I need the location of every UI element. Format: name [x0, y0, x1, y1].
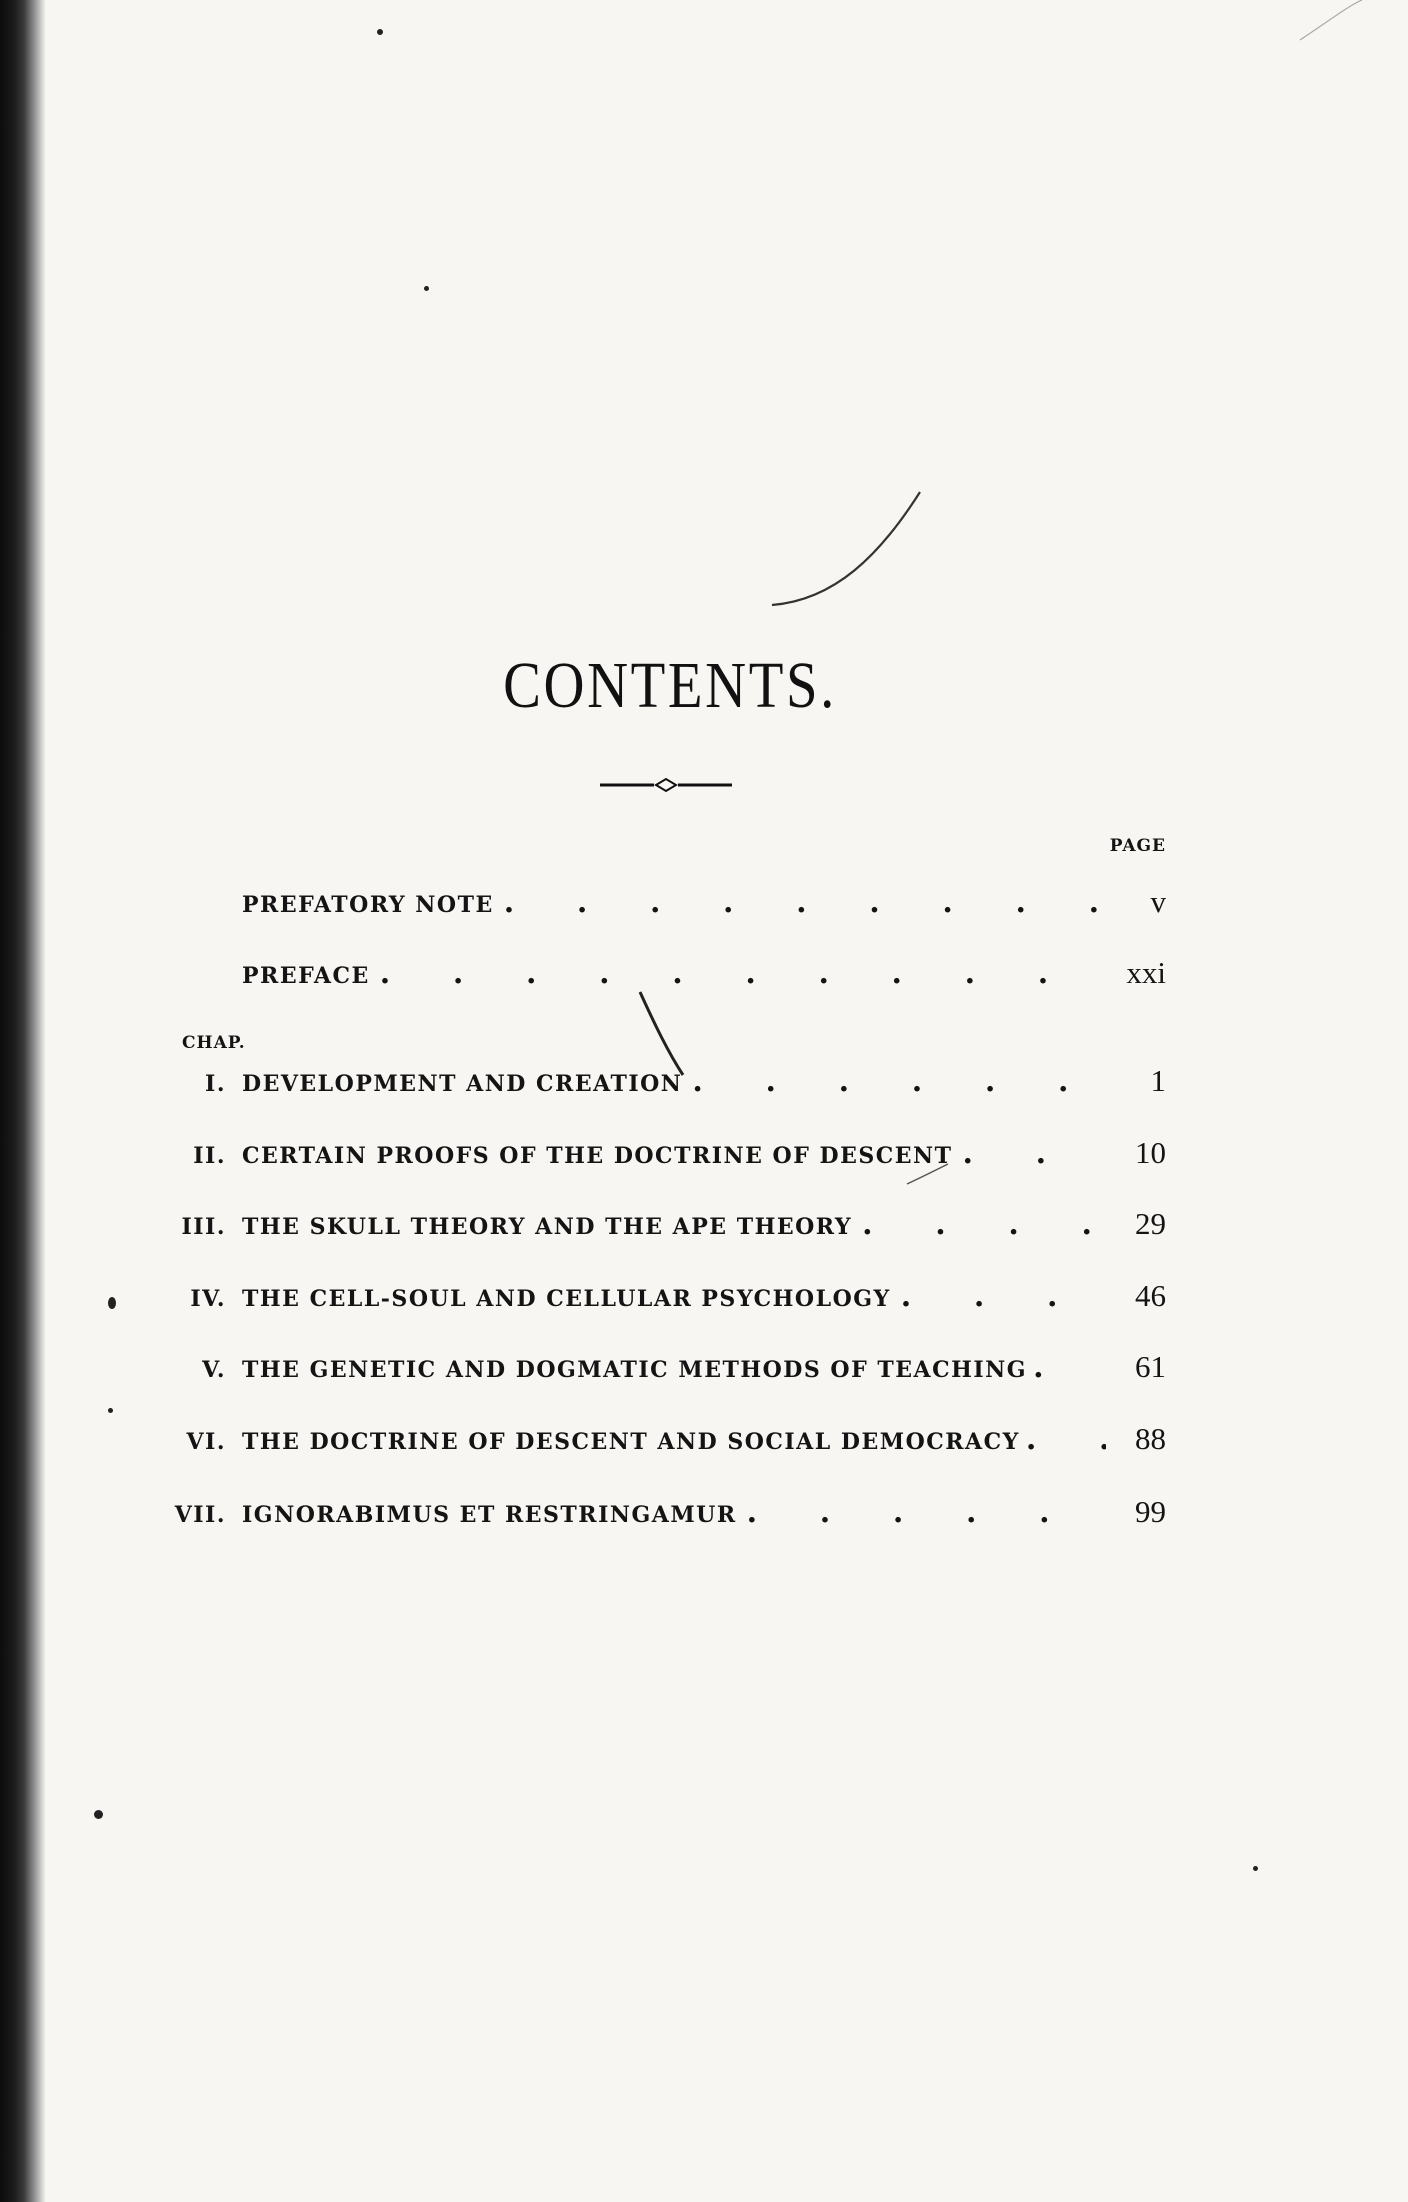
toc-entry-preface: [160, 955, 1166, 995]
toc-entry-page: 46: [1135, 1278, 1166, 1313]
toc-entry-label: THE GENETIC AND DOGMATIC METHODS OF TEACHING: [242, 1357, 1028, 1383]
ink-speck: [94, 1810, 103, 1819]
toc-entry-chapter-6: [160, 1421, 1166, 1461]
ink-speck: [377, 29, 383, 35]
toc-entry-chapter-2: [160, 1135, 1166, 1175]
ink-speck: [108, 1297, 116, 1309]
dot-leader: [852, 1214, 1106, 1240]
toc-entry-number: VI.: [186, 1429, 226, 1455]
dot-leader: [891, 1286, 1106, 1312]
ink-speck: [108, 1408, 113, 1413]
dot-leader: [1027, 1357, 1106, 1383]
toc-entry-page: 88: [1135, 1421, 1166, 1456]
toc-entry-label: THE CELL-SOUL AND CELLULAR PSYCHOLOGY: [242, 1286, 891, 1312]
toc-entry-number: I.: [205, 1071, 226, 1097]
toc-entry-label: PREFATORY NOTE: [242, 892, 494, 918]
toc-entry-label: THE SKULL THEORY AND THE APE THEORY: [242, 1214, 853, 1240]
toc-entry-chapter-7: [160, 1494, 1166, 1534]
toc-entry-page: v: [1150, 884, 1166, 919]
toc-entry-page: 1: [1150, 1063, 1166, 1098]
toc-entry-chapter-1: [160, 1063, 1166, 1103]
ink-speck: [424, 286, 429, 291]
dot-leader: [953, 1143, 1107, 1169]
chapter-column-heading: CHAP.: [182, 1033, 246, 1053]
toc-entry-number: II.: [193, 1143, 226, 1169]
toc-entry-label: IGNORABIMUS ET RESTRINGAMUR: [242, 1502, 737, 1528]
page-title: CONTENTS.: [503, 649, 837, 722]
toc-entry-label: DEVELOPMENT AND CREATION: [242, 1071, 683, 1097]
dot-leader: [494, 892, 1106, 918]
ink-speck: [1253, 1866, 1258, 1871]
title-ornament-rule: [598, 774, 734, 796]
toc-entry-number: V.: [202, 1357, 226, 1383]
page-column-heading: PAGE: [1109, 836, 1166, 856]
toc-entry-page: 29: [1135, 1206, 1166, 1241]
toc-entry-number: IV.: [190, 1286, 226, 1312]
toc-entry-page: 10: [1135, 1135, 1166, 1170]
toc-entry-number: VII.: [174, 1502, 226, 1528]
dot-leader: [1020, 1429, 1106, 1455]
dot-leader: [737, 1502, 1106, 1528]
book-spine-shadow: [0, 0, 46, 2202]
toc-entry-label: CERTAIN PROOFS OF THE DOCTRINE OF DESCENT: [242, 1143, 953, 1169]
toc-entry-number: III.: [181, 1214, 226, 1240]
toc-entry-label: THE DOCTRINE OF DESCENT AND SOCIAL DEMOCRACY: [242, 1429, 1020, 1455]
toc-entry-chapter-3: [160, 1206, 1166, 1246]
toc-entry-page: 61: [1135, 1349, 1166, 1384]
toc-entry-label: PREFACE: [242, 963, 370, 989]
dot-leader: [370, 963, 1106, 989]
toc-entry-chapter-5: [160, 1349, 1166, 1389]
toc-entry-prefatory-note: [160, 884, 1166, 924]
toc-entry-page: 99: [1135, 1494, 1166, 1529]
dot-leader: [682, 1071, 1106, 1097]
toc-entry-page: xxi: [1126, 955, 1166, 990]
toc-entry-chapter-4: [160, 1278, 1166, 1318]
